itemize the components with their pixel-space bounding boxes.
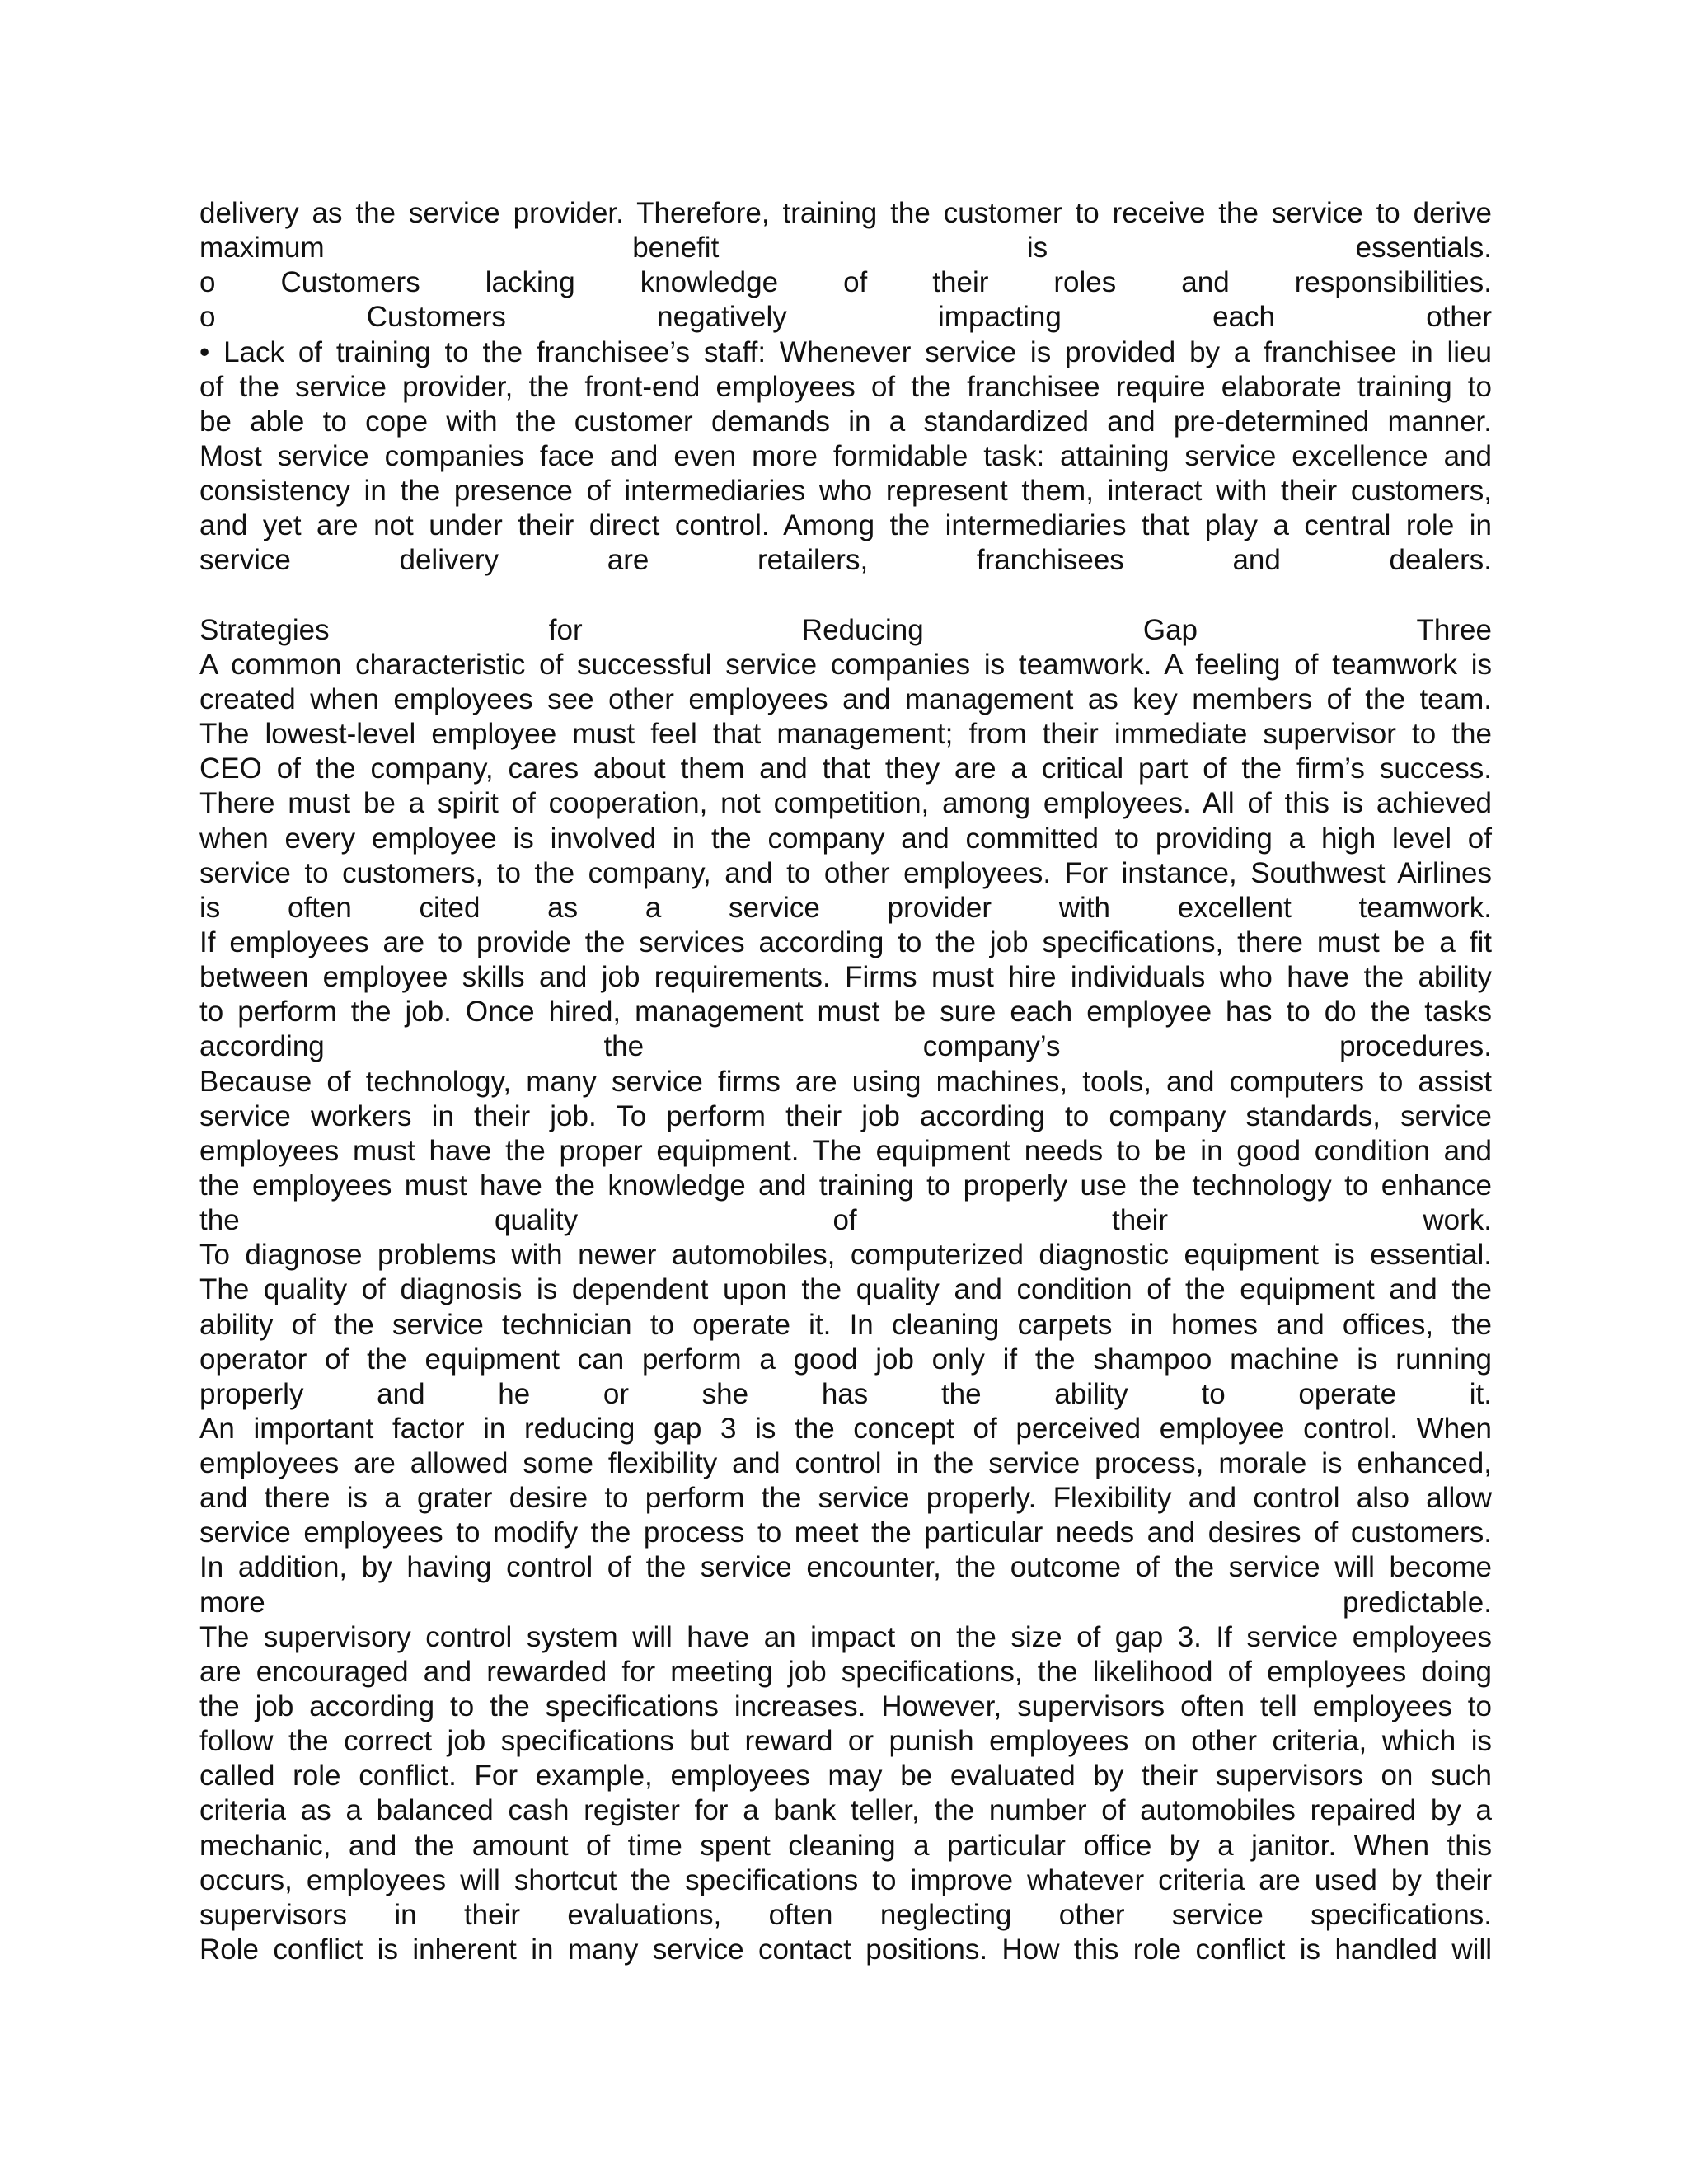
text-line: The lowest-level employee must feel that management; from their immediate supervisor to the (199, 718, 1492, 751)
text-line: the employees must have the knowledge and training to properly use the technology to enhance (199, 1169, 1492, 1202)
text-line: To diagnose problems with newer automobiles, computerized diagnostic equipment is essential. (199, 1239, 1492, 1272)
text-line: and there is a grater desire to perform the service properly. Flexibility and control also allow (199, 1482, 1492, 1515)
text-line: service delivery are retailers, franchisees and dealers. (199, 544, 1492, 577)
blank-line (199, 579, 1492, 613)
text-line: according the company’s procedures. (199, 1030, 1492, 1063)
text-line: follow the correct job specifications but reward or punish employees on other criteria, which is (199, 1725, 1492, 1758)
text-line: consistency in the presence of intermediaries who represent them, interact with their customers, (199, 475, 1492, 508)
text-line: and yet are not under their direct control. Among the intermediaries that play a central role in (199, 509, 1492, 542)
text-line: A common characteristic of successful service companies is teamwork. A feeling of teamwork is (199, 648, 1492, 681)
text-line: Role conflict is inherent in many service contact positions. How this role conflict is handled will (199, 1933, 1492, 1966)
text-line: operator of the equipment can perform a good job only if the shampoo machine is running (199, 1343, 1492, 1376)
text-line: ability of the service technician to operate it. In cleaning carpets in homes and offices, the (199, 1308, 1492, 1341)
text-line: There must be a spirit of cooperation, not competition, among employees. All of this is achieved (199, 787, 1492, 820)
text-line: more predictable. (199, 1586, 1492, 1619)
text-line: employees must have the proper equipment. The equipment needs to be in good condition and (199, 1134, 1492, 1167)
text-line: CEO of the company, cares about them and that they are a critical part of the firm’s success. (199, 752, 1492, 785)
text-line: between employee skills and job requirements. Firms must hire individuals who have the ability (199, 961, 1492, 994)
text-line: An important factor in reducing gap 3 is the concept of perceived employee control. When (199, 1412, 1492, 1445)
text-line: is often cited as a service provider with excellent teamwork. (199, 891, 1492, 924)
text-line: are encouraged and rewarded for meeting job specifications, the likelihood of employees doing (199, 1655, 1492, 1688)
text-line: o Customers negatively impacting each other (199, 301, 1492, 334)
text-line: If employees are to provide the services according to the job specifications, there must be a fit (199, 926, 1492, 958)
text-line: of the service provider, the front-end employees of the franchisee require elaborate training to (199, 370, 1492, 403)
document-body-text (199, 196, 1492, 1967)
text-line: supervisors in their evaluations, often neglecting other service specifications. (199, 1898, 1492, 1931)
text-line: service to customers, to the company, and to other employees. For instance, Southwest Airlines (199, 856, 1492, 889)
text-line: service workers in their job. To perform their job according to company standards, service (199, 1099, 1492, 1132)
text-line: The quality of diagnosis is dependent upon the quality and condition of the equipment and the (199, 1273, 1492, 1306)
text-line: when every employee is involved in the company and committed to providing a high level of (199, 822, 1492, 855)
text-line: o Customers lacking knowledge of their roles and responsibilities. (199, 266, 1492, 299)
text-line: • Lack of training to the franchisee’s staff: Whenever service is provided by a franchisee in lieu (199, 335, 1492, 368)
text-line: be able to cope with the customer demands in a standardized and pre-determined manner. (199, 405, 1492, 438)
text-line: created when employees see other employees and management as key members of the team. (199, 682, 1492, 715)
text-line: service employees to modify the process to meet the particular needs and desires of customers. (199, 1516, 1492, 1549)
text-line: called role conflict. For example, employees may be evaluated by their supervisors on such (199, 1760, 1492, 1793)
text-line: Because of technology, many service firms are using machines, tools, and computers to assist (199, 1065, 1492, 1098)
text-line: properly and he or she has the ability to operate it. (199, 1377, 1492, 1410)
text-line: to perform the job. Once hired, management must be sure each employee has to do the tasks (199, 996, 1492, 1029)
text-line: The supervisory control system will have an impact on the size of gap 3. If service employees (199, 1620, 1492, 1653)
text-line: employees are allowed some flexibility and control in the service process, morale is enhanced, (199, 1447, 1492, 1480)
text-line: mechanic, and the amount of time spent cleaning a particular office by a janitor. When this (199, 1829, 1492, 1862)
text-line: the quality of their work. (199, 1204, 1492, 1237)
text-line: maximum benefit is essentials. (199, 232, 1492, 265)
text-line: In addition, by having control of the service encounter, the outcome of the service will become (199, 1551, 1492, 1584)
text-line: occurs, employees will shortcut the specifications to improve whatever criteria are used by their (199, 1863, 1492, 1896)
text-line: the job according to the specifications increases. However, supervisors often tell employees to (199, 1690, 1492, 1723)
text-line: criteria as a balanced cash register for a bank teller, the number of automobiles repaired by a (199, 1794, 1492, 1827)
text-line: Most service companies face and even more formidable task: attaining service excellence and (199, 439, 1492, 472)
text-line: Strategies for Reducing Gap Three (199, 613, 1492, 646)
text-line: delivery as the service provider. Therefore, training the customer to receive the service to derive (199, 197, 1492, 229)
